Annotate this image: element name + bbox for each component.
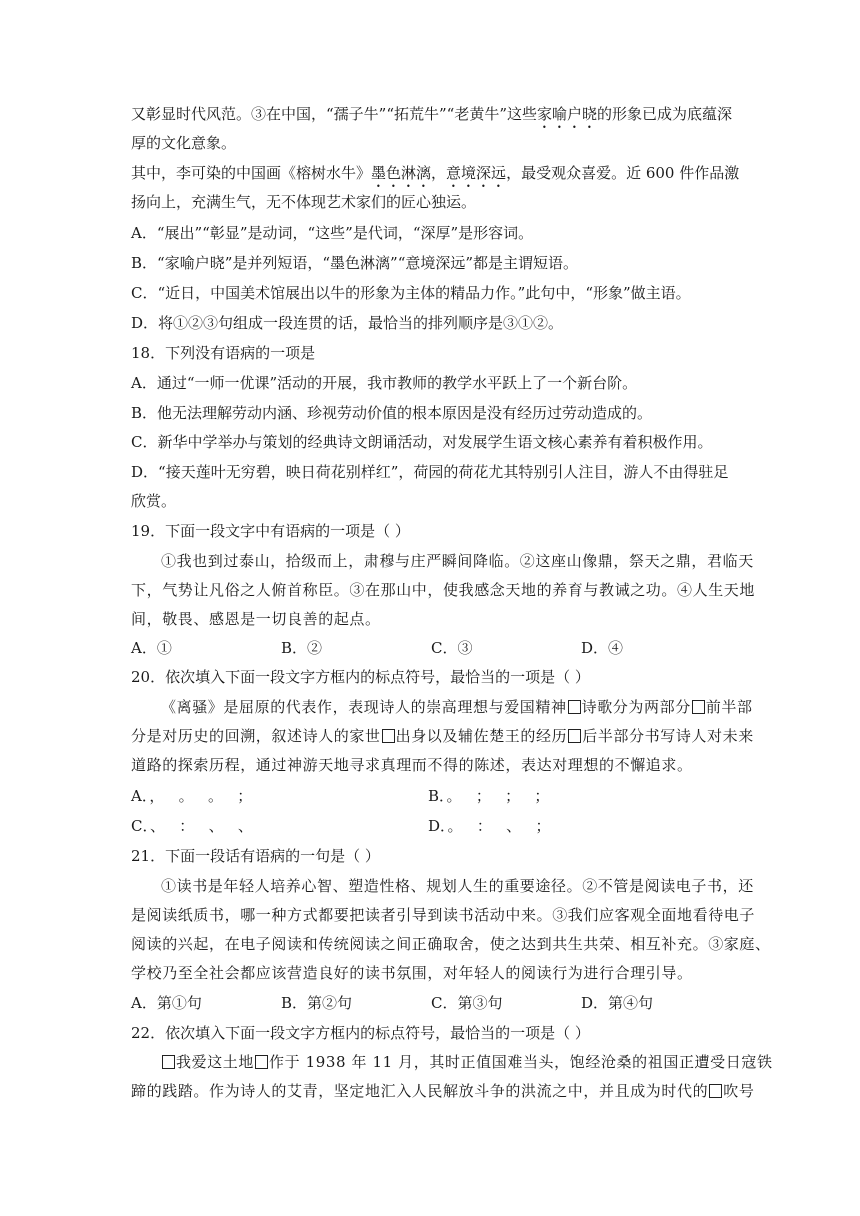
q20-option-a: A．， 。 。 ；	[131, 787, 253, 805]
q21-option-b: B．第②句	[281, 994, 353, 1012]
q22-stem: 22．依次填入下面一段文字方框内的标点符号，最恰当的一项是（ ）	[131, 1024, 590, 1042]
q17-passage-line-3: 其中，李可染的中国画《榕树水牛》墨色淋漓，意境深远，最受观众喜爱。近 600 件作品激	[131, 164, 740, 182]
q19-option-d: D．④	[581, 639, 624, 657]
blank-box	[568, 729, 581, 743]
q22-passage-line-2: 蹄的践踏。作为诗人的艾青，坚定地汇入人民解放斗争的洪流之中，并且成为时代的 吹号	[131, 1082, 755, 1100]
q19-passage-line-1: ①我也到过泰山，拾级而上，肃穆与庄严瞬间降临。②这座山像鼎，祭天之鼎，君临天	[161, 552, 754, 570]
q20-passage-line-2: 分是对历史的回溯，叙述诗人的家世 出身以及辅佐楚王的经历 后半部分书写诗人对未来	[131, 727, 754, 745]
q18-stem: 18．下列没有语病的一项是	[131, 344, 316, 362]
q21-passage-line-4: 学校乃至全社会都应该营造良好的读书氛围，对年轻人的阅读行为进行合理引导。	[131, 964, 693, 982]
q21-passage-line-1: ①读书是年轻人培养心智、塑造性格、规划人生的重要途径。②不管是阅读电子书，还	[161, 877, 754, 895]
q22-passage-line-1: 我爱这土地 作于 1938 年 11 月，其时正值国难当头，饱经沧桑的祖国正遭受日寇铁	[161, 1052, 773, 1072]
q21-passage-line-3: 阅读的兴起，在电子阅读和传统阅读之间正确取舍，使之达到共生共荣、相互补充。③家庭、	[131, 935, 771, 953]
q19-option-c: C．③	[431, 639, 473, 657]
q19-option-b: B．②	[281, 639, 323, 657]
q21-option-c: C．第③句	[431, 994, 503, 1012]
q19-passage-line-3: 间，敬畏、感恩是一切良善的起点。	[131, 610, 381, 628]
blank-box	[255, 1055, 268, 1069]
q17-passage-line-2: 厚的文化意象。	[131, 134, 237, 152]
q17-option-d: D．将①②③句组成一段连贯的话，最恰当的排列顺序是③①②。	[131, 314, 564, 332]
q21-passage-line-2: 是阅读纸质书，哪一种方式都要把读者引导到读书活动中来。③我们应客观全面地看待电子	[131, 906, 756, 924]
blank-box	[568, 700, 581, 714]
q20-passage-line-3: 道路的探索历程，通过神游天地寻求真理而不得的陈述，表达对理想的不懈追求。	[131, 756, 693, 774]
q18-option-a: A．通过“一师一优课”活动的开展，我市教师的教学水平跃上了一个新台阶。	[131, 374, 638, 392]
q19-stem: 19．下面一段文字中有语病的一项是（ ）	[131, 522, 410, 540]
q20-option-b: B．。 ； ； ；	[428, 787, 550, 805]
q20-passage-line-1: 《离骚》是屈原的代表作，表现诗人的崇高理想与爱国精神 诗歌分为两部分 前半部	[161, 698, 753, 716]
q17-passage-line-1: 又彰显时代风范。③在中国，“孺子牛”“拓荒牛”“老黄牛”这些家喻户晓的形象已成为底蕴深	[131, 105, 733, 123]
blank-box	[692, 700, 705, 714]
q18-option-b: B．他无法理解劳动内涵、珍视劳动价值的根本原因是没有经历过劳动造成的。	[131, 404, 653, 422]
q21-option-a: A．第①句	[131, 994, 202, 1012]
q17-passage-line-4: 扬向上，充满生气，无不体现艺术家们的匠心独运。	[131, 193, 477, 211]
q18-option-d-line-2: 欣赏。	[131, 492, 177, 510]
q20-option-c: C．、 ： 、 、	[131, 817, 253, 835]
q21-option-d: D．第④句	[581, 994, 654, 1012]
q18-option-d-line-1: D．“接天莲叶无穷碧，映日荷花别样红”，荷园的荷花尤其特别引人注目，游人不由得驻足	[131, 463, 729, 481]
q17-option-c: C．“近日，中国美术馆展出以牛的形象为主体的精品力作。”此句中，“形象”做主语。	[131, 284, 691, 302]
blank-box	[709, 1084, 722, 1098]
q20-stem: 20．依次填入下面一段文字方框内的标点符号，最恰当的一项是（ ）	[131, 668, 590, 686]
q19-option-a: A．①	[131, 639, 172, 657]
q17-option-b: B．“家喻户晓”是并列短语，“墨色淋漓”“意境深远”都是主谓短语。	[131, 254, 579, 272]
q19-passage-line-2: 下，气势让凡俗之人俯首称臣。③在那山中，使我感念天地的养育与教诫之功。④人生天地	[131, 581, 756, 599]
q20-option-d: D．。 ： 、 ；	[428, 817, 551, 835]
q17-option-a: A．“展出”“彰显”是动词，“这些”是代词，“深厚”是形容词。	[131, 224, 534, 242]
q18-option-c: C．新华中学举办与策划的经典诗文朗诵活动，对发展学生语文核心素养有着积极作用。	[131, 433, 713, 451]
q21-stem: 21．下面一段话有语病的一句是（ ）	[131, 847, 380, 865]
blank-box	[162, 1055, 175, 1069]
blank-box	[382, 729, 395, 743]
